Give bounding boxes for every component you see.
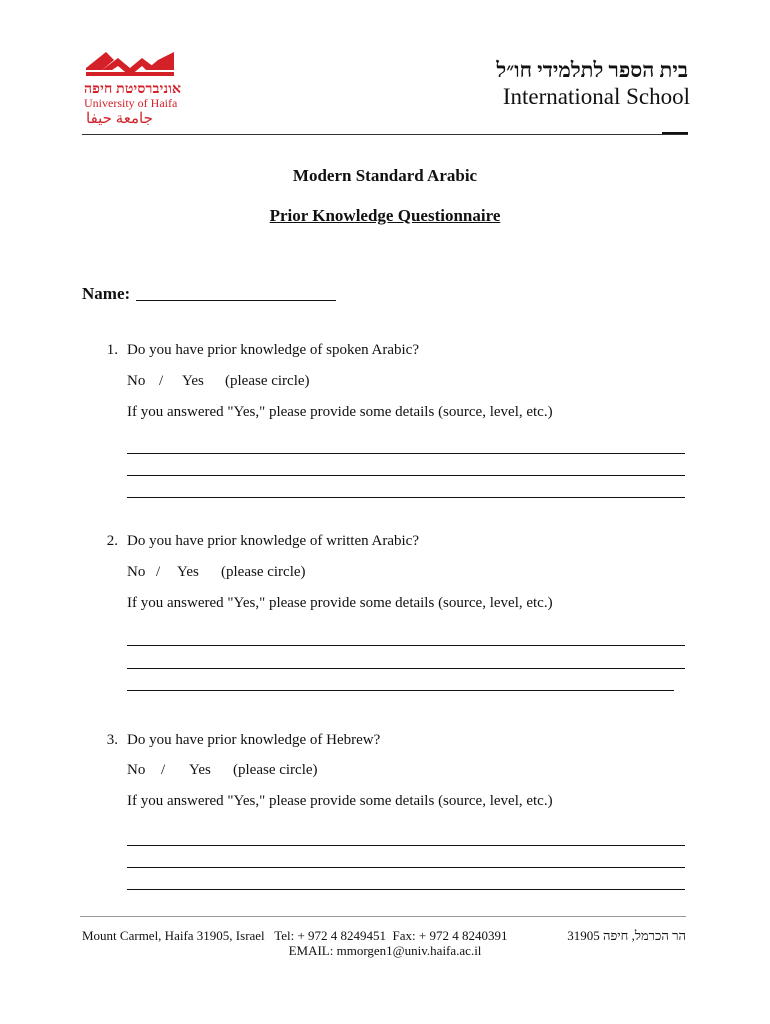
- header-divider: [82, 134, 688, 135]
- circle-instruction: (please circle): [225, 373, 310, 389]
- question-number: 3.: [106, 732, 118, 748]
- option-separator: /: [156, 564, 161, 580]
- option-separator: /: [161, 762, 166, 778]
- header-divider-accent: [662, 132, 688, 134]
- option-no[interactable]: No: [127, 762, 146, 778]
- answer-line[interactable]: [127, 475, 685, 476]
- option-separator: /: [159, 373, 164, 389]
- answer-line[interactable]: [127, 645, 685, 646]
- question-number: 1.: [106, 342, 118, 358]
- option-yes[interactable]: Yes: [177, 564, 199, 580]
- university-logo-icon: [84, 50, 176, 86]
- answer-line[interactable]: [127, 690, 674, 691]
- option-no[interactable]: No: [127, 564, 146, 580]
- document-subtitle: Prior Knowledge Questionnaire: [269, 206, 501, 225]
- answer-line[interactable]: [127, 845, 685, 846]
- answer-line[interactable]: [127, 668, 685, 669]
- option-yes[interactable]: Yes: [189, 762, 211, 778]
- details-prompt: If you answered "Yes," please provide some details (source, level, etc.): [127, 595, 553, 611]
- document-title: Modern Standard Arabic: [292, 166, 478, 185]
- footer-address: Mount Carmel, Haifa 31905, Israel Tel: + 972 4 8249451 Fax: + 972 4 8240391: [82, 928, 508, 943]
- name-field[interactable]: [136, 300, 336, 301]
- answer-line[interactable]: [127, 497, 685, 498]
- footer-email[interactable]: EMAIL: mmorgen1@univ.haifa.ac.il: [288, 943, 482, 958]
- footer-address-hebrew: הר הכרמל, חיפה 31905: [567, 928, 686, 943]
- name-label: Name:: [82, 284, 131, 303]
- option-yes[interactable]: Yes: [182, 373, 204, 389]
- logo-hebrew-text: אוניברסיטת חיפה: [84, 82, 182, 97]
- question-text: Do you have prior knowledge of spoken Arabic?: [127, 342, 420, 358]
- footer-divider: [80, 916, 686, 917]
- option-no[interactable]: No: [127, 373, 146, 389]
- school-name-hebrew: בית הספר לתלמידי חו״ל: [496, 58, 688, 82]
- circle-instruction: (please circle): [221, 564, 306, 580]
- logo-english-text: University of Haifa: [84, 96, 178, 110]
- question-number: 2.: [106, 533, 118, 549]
- answer-line[interactable]: [127, 889, 685, 890]
- circle-instruction: (please circle): [233, 762, 318, 778]
- question-text: Do you have prior knowledge of written Arabic?: [127, 533, 419, 549]
- answer-line[interactable]: [127, 867, 685, 868]
- answer-line[interactable]: [127, 453, 685, 454]
- details-prompt: If you answered "Yes," please provide some details (source, level, etc.): [127, 404, 553, 420]
- details-prompt: If you answered "Yes," please provide some details (source, level, etc.): [127, 793, 553, 809]
- school-name-english: International School: [502, 84, 690, 109]
- question-text: Do you have prior knowledge of Hebrew?: [127, 732, 381, 748]
- logo-arabic-text: جامعة حيفا: [86, 111, 153, 127]
